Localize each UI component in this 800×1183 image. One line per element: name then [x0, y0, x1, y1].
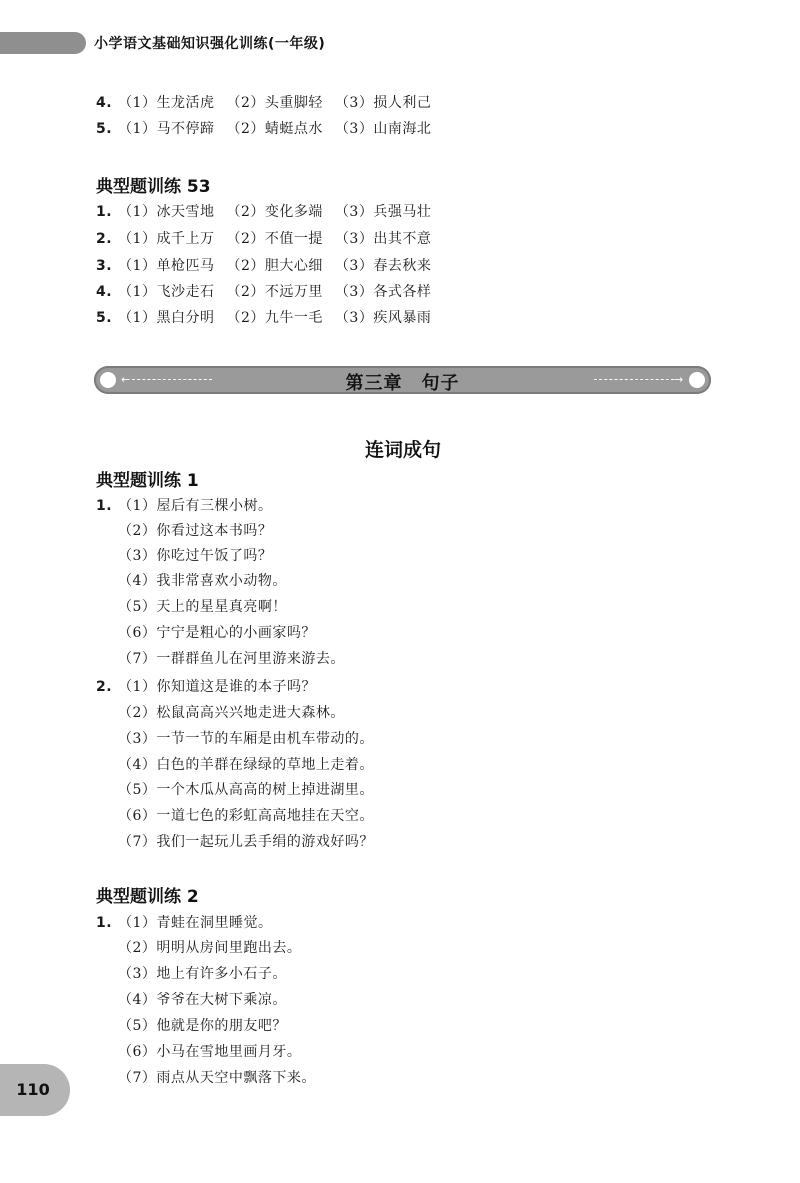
answer-item: （2）不值一提	[226, 231, 323, 247]
answer-item: （3）损人利己	[334, 95, 432, 111]
banner-dot-right	[689, 372, 705, 388]
question-number: 2.	[96, 679, 113, 695]
arrow-right-icon: →	[674, 373, 684, 386]
section-title: 连词成句	[364, 439, 441, 461]
sentence: （2）松鼠高高兴兴地走进大森林。	[118, 705, 345, 721]
chapter-banner	[94, 366, 711, 394]
answer-item: （1）成千上万	[118, 231, 215, 247]
header-tab-decoration	[0, 32, 86, 54]
chapter-title: 第三章 句子	[345, 373, 460, 394]
answer-item: （3）春去秋来	[334, 258, 432, 274]
section-heading: 典型题训练 53	[96, 177, 211, 197]
answer-item: （2）变化多端	[226, 204, 323, 220]
answer-line	[96, 912, 272, 932]
question-number: 4.	[96, 95, 113, 111]
answer-item: （2）头重脚轻	[226, 95, 323, 111]
answer-item: （2）蜻蜓点水	[226, 121, 323, 137]
answer-item: （3）疾风暴雨	[334, 310, 432, 326]
section-heading: 典型题训练 2	[96, 887, 199, 907]
answer-item: （1）单枪匹马	[118, 258, 215, 274]
answer-item: （3）出其不意	[334, 231, 432, 247]
sentence: （3）你吃过午饭了吗？	[118, 548, 273, 564]
answer-line	[96, 201, 443, 221]
sentence: （7）我们一起玩儿丢手绢的游戏好吗？	[118, 834, 374, 850]
answer-item: （1）飞沙走石	[118, 284, 215, 300]
answer-item: （3）兵强马壮	[334, 204, 432, 220]
arrow-left-icon: ←	[121, 373, 131, 386]
answer-line	[96, 307, 443, 327]
answer-item: （3）山南海北	[334, 121, 432, 137]
question-number: 4.	[96, 284, 113, 300]
section-heading: 典型题训练 1	[96, 471, 199, 491]
sentence: （1）屋后有三棵小树。	[118, 498, 273, 514]
question-number: 5.	[96, 310, 113, 326]
answer-line	[96, 92, 443, 112]
sentence: （4）爷爷在大树下乘凉。	[118, 992, 287, 1008]
answer-item: （2）九牛一毛	[226, 310, 323, 326]
sentence: （7）一群群鱼儿在河里游来游去。	[118, 651, 345, 667]
question-number: 5.	[96, 121, 113, 137]
answer-line	[96, 281, 443, 301]
sentence: （4）我非常喜欢小动物。	[118, 573, 287, 589]
question-number: 1.	[96, 204, 113, 220]
answer-item: （1）马不停蹄	[118, 121, 215, 137]
sentence: （5）一个木瓜从高高的树上掉进湖里。	[118, 782, 374, 798]
sentence: （6）宁宁是粗心的小画家吗？	[118, 625, 316, 641]
answer-line	[96, 676, 316, 696]
answer-item: （2）胆大心细	[226, 258, 323, 274]
page-number: 110	[16, 1080, 50, 1099]
sentence: （7）雨点从天空中飘落下来。	[118, 1070, 316, 1086]
page-number-tab	[0, 1064, 70, 1116]
question-number: 1.	[96, 915, 113, 931]
sentence: （5）他就是你的朋友吧？	[118, 1018, 287, 1034]
answer-line	[96, 255, 443, 275]
answer-line	[96, 118, 443, 138]
book-title: 小学语文基础知识强化训练(一年级)	[94, 36, 326, 52]
answer-line	[96, 228, 443, 248]
question-number: 1.	[96, 498, 113, 514]
answer-item: （2）不远万里	[226, 284, 323, 300]
answer-item: （1）生龙活虎	[118, 95, 215, 111]
sentence: （3）地上有许多小石子。	[118, 966, 287, 982]
question-number: 3.	[96, 258, 113, 274]
question-number: 2.	[96, 231, 113, 247]
answer-item: （1）冰天雪地	[118, 204, 215, 220]
sentence: （1）青蛙在洞里睡觉。	[118, 915, 273, 931]
sentence: （1）你知道这是谁的本子吗？	[118, 679, 316, 695]
answer-item: （1）黑白分明	[118, 310, 215, 326]
sentence: （3）一节一节的车厢是由机车带动的。	[118, 731, 374, 747]
sentence: （6）一道七色的彩虹高高地挂在天空。	[118, 808, 374, 824]
sentence: （2）你看过这本书吗？	[118, 523, 273, 539]
sentence: （2）明明从房间里跑出去。	[118, 940, 302, 956]
answer-line	[96, 495, 272, 515]
banner-dash-right	[594, 379, 674, 380]
sentence: （5）天上的星星真亮啊！	[118, 599, 287, 615]
sentence: （4）白色的羊群在绿绿的草地上走着。	[118, 757, 374, 773]
answer-item: （3）各式各样	[334, 284, 432, 300]
sentence: （6）小马在雪地里画月牙。	[118, 1044, 302, 1060]
